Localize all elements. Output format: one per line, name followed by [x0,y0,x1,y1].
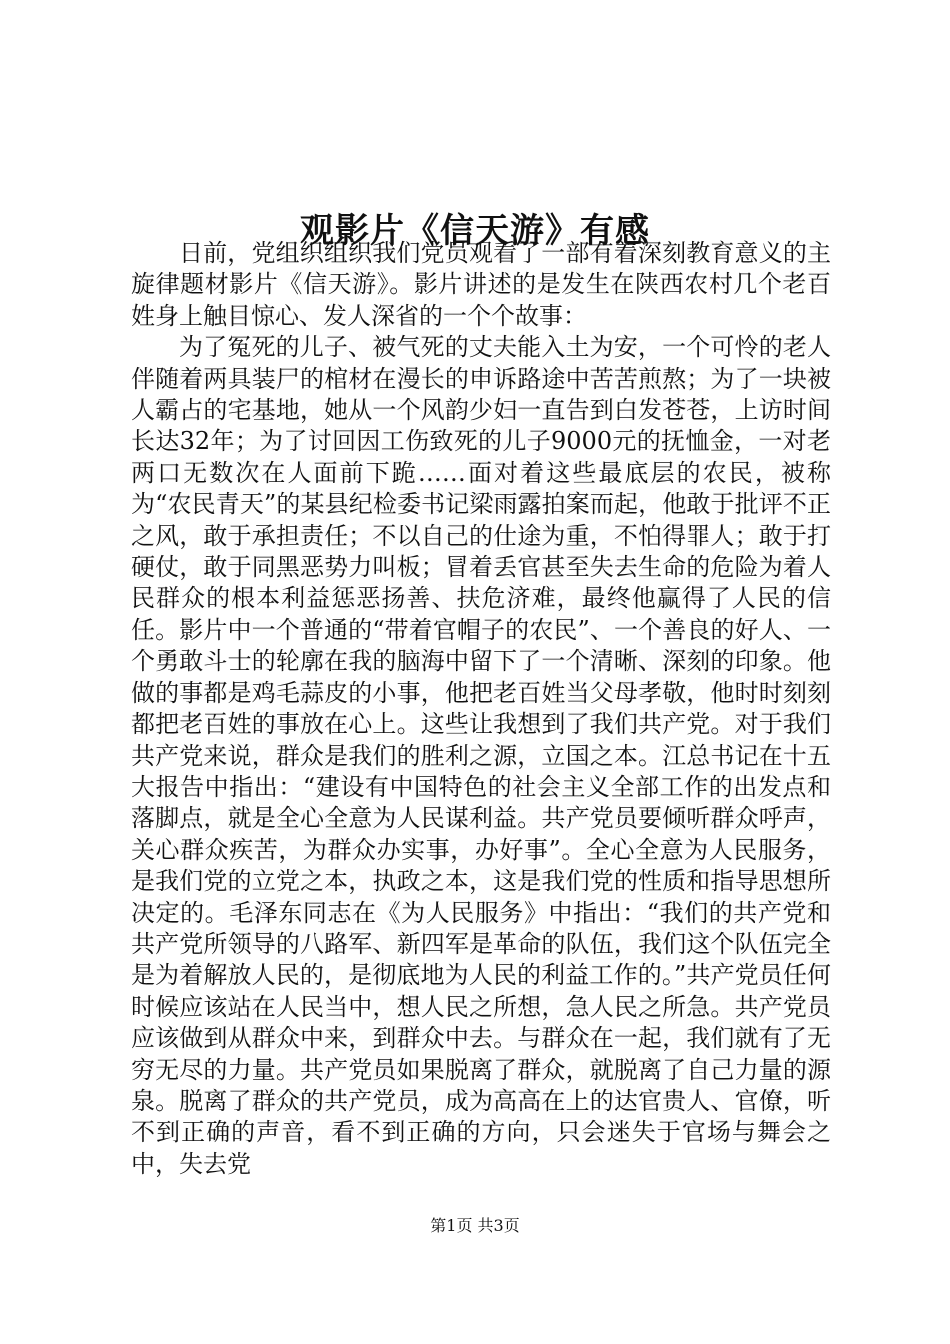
article-body [131,238,831,1180]
page-title: 观影片《信天游》有感 [300,210,650,251]
paragraph-main: 为了冤死的儿子、被气死的丈夫能入土为安，一个可怜的老人伴随着两具装尸的棺材在漫长的申诉路途中苦苦煎熬；为了一块被人霸占的宅基地，她从一个风韵少妇一直告到白发苍苍，上访时间长达32年；为了讨回因工伤致死的儿子9000元的抚恤金，一对老两口无数次在人面前下跪……面对着这些最底层的农民，被称为“农民青天”的某县纪检委书记梁雨露拍案而起，他敢于批评不正之风，敢于承担责任；不以自己的仕途为重，不怕得罪人；敢于打硬仗，敢于同黑恶势力叫板；冒着丢官甚至失去生命的危险为着人民群众的根本利益惩恶扬善、扶危济难，最终他赢得了人民的信任。影片中一个普通的“带着官帽子的农民”、一个善良的好人、一个勇敢斗士的轮廓在我的脑海中留下了一个清晰、深刻的印象。他做的事都是鸡毛蒜皮的小事，他把老百姓当父母孝敬，他时时刻刻都把老百姓的事放在心上。这些让我想到了我们共产党。对于我们共产党来说，群众是我们的胜利之源，立国之本。江总书记在十五大报告中指出：“建设有中国特色的社会主义全部工作的出发点和落脚点，就是全心全意为人民谋利益。共产党员要倾听群众呼声，关心群众疾苦，为群众办实事，办好事”。全心全意为人民服务，是我们党的立党之本，执政之本，这是我们党的性质和指导思想所决定的。毛泽东同志在《为人民服务》中指出：“我们的共产党和共产党所领导的八路军、新四军是革命的队伍，我们这个队伍完全是为着解放人民的，是彻底地为人民的利益工作的。”共产党员任何时候应该站在人民当中，想人民之所想，急人民之所急。共产党员应该做到从群众中来，到群众中去。与群众在一起，我们就有了无穷无尽的力量。共产党员如果脱离了群众，就脱离了自己力量的源泉。脱离了群众的共产党员，成为高高在上的达官贵人、官僚，听不到正确的声音，看不到正确的方向，只会迷失于官场与舞会之中，失去党 [131,333,831,1178]
page-number-footer: 第1页 共3页 [430,1216,520,1235]
paragraph-intro: 日前，党组织组织我们党员观看了一部有着深刻教育意义的主旋律题材影片《信天游》。影片讲述的是发生在陕西农村几个老百姓身上触目惊心、发人深省的一个个故事： [131,239,831,330]
